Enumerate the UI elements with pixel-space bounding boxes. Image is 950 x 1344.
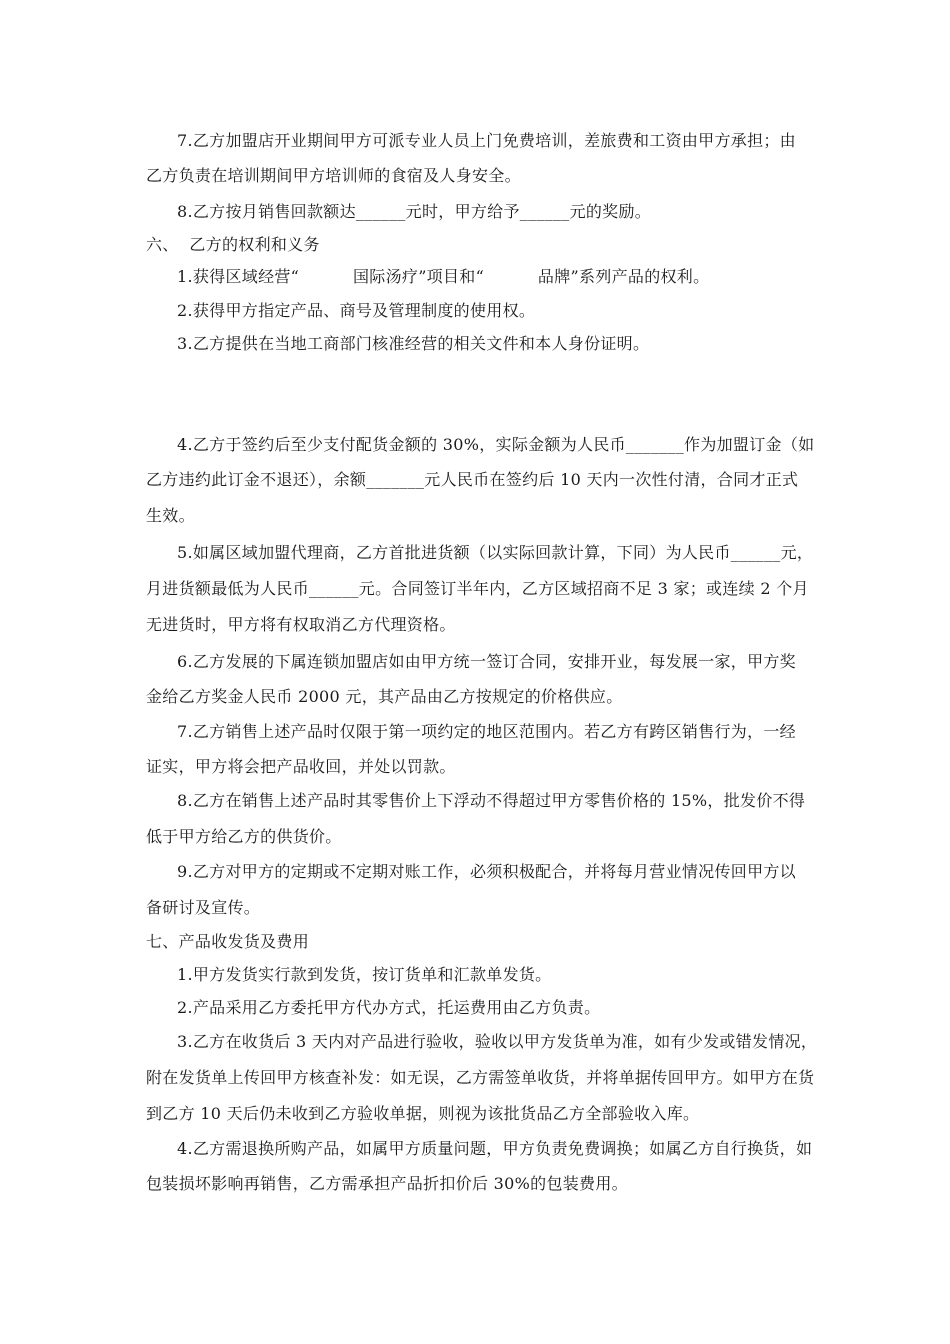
- paragraph-line: 2.产品采用乙方委托甲方代办方式，托运费用由乙方负责。: [177, 998, 601, 1017]
- paragraph-line: 8.乙方在销售上述产品时其零售价上下浮动不得超过甲方零售价格的 15%，批发价不得: [177, 791, 806, 810]
- paragraph-line: 乙方负责在培训期间甲方培训师的食宿及人身安全。: [146, 166, 521, 185]
- paragraph-line: 3.乙方在收货后 3 天内对产品进行验收，验收以甲方发货单为准，如有少发或错发情况，: [177, 1032, 818, 1051]
- paragraph-line: 生效。: [146, 506, 195, 525]
- paragraph-line: 7.乙方销售上述产品时仅限于第一项约定的地区范围内。若乙方有跨区销售行为，一经: [177, 722, 796, 741]
- paragraph-line: 8.乙方按月销售回款额达______元时，甲方给予______元的奖励。: [177, 202, 652, 221]
- paragraph-line: 月进货额最低为人民币______元。合同签订半年内，乙方区域招商不足 3 家；或连续 2 个月: [146, 579, 809, 598]
- paragraph-line: 备研讨及宣传。: [146, 898, 261, 917]
- paragraph-line: 4.乙方需退换所购产品，如属甲方质量问题，甲方负责免费调换；如属乙方自行换货，如: [177, 1139, 813, 1158]
- paragraph-line: 包装损坏影响再销售，乙方需承担产品折扣价后 30%的包装费用。: [146, 1174, 628, 1193]
- paragraph-line: 6.乙方发展的下属连锁加盟店如由甲方统一签订合同，安排开业，每发展一家，甲方奖: [177, 652, 796, 671]
- paragraph-line: 9.乙方对甲方的定期或不定期对账工作，必须积极配合，并将每月营业情况传回甲方以: [177, 862, 796, 881]
- paragraph-line: 2.获得甲方指定产品、商号及管理制度的使用权。: [177, 301, 536, 320]
- paragraph-line: 附在发货单上传回甲方核查补发：如无误，乙方需签单收货，并将单据传回甲方。如甲方在货: [146, 1068, 815, 1087]
- paragraph-line: 到乙方 10 天后仍未收到乙方验收单据，则视为该批货品乙方全部验收入库。: [146, 1104, 700, 1123]
- paragraph-line: 1.获得区域经营“ 国际汤疗”项目和“ 品牌”系列产品的权利。: [177, 267, 710, 286]
- paragraph-line: 4.乙方于签约后至少支付配货金额的 30%，实际金额为人民币_______作为加盟订金（如: [177, 435, 815, 454]
- paragraph-line: 无进货时，甲方将有权取消乙方代理资格。: [146, 615, 456, 634]
- section-heading: 六、 乙方的权利和义务: [146, 235, 320, 254]
- paragraph-line: 乙方违约此订金不退还），余额_______元人民币在签约后 10 天内一次性付清，合同才正式: [146, 470, 799, 489]
- paragraph-line: 金给乙方奖金人民币 2000 元，其产品由乙方按规定的价格供应。: [146, 687, 623, 706]
- paragraph-line: 1.甲方发货实行款到发货，按订货单和汇款单发货。: [177, 965, 552, 984]
- paragraph-line: 7.乙方加盟店开业期间甲方可派专业人员上门免费培训，差旅费和工资由甲方承担；由: [177, 131, 796, 150]
- section-heading: 七、产品收发货及费用: [146, 932, 310, 951]
- paragraph-line: 证实，甲方将会把产品收回，并处以罚款。: [146, 757, 456, 776]
- paragraph-line: 5.如属区域加盟代理商，乙方首批进货额（以实际回款计算，下同）为人民币______元，: [177, 543, 814, 562]
- paragraph-line: 低于甲方给乙方的供货价。: [146, 827, 342, 846]
- paragraph-line: 3.乙方提供在当地工商部门核准经营的相关文件和本人身份证明。: [177, 334, 650, 353]
